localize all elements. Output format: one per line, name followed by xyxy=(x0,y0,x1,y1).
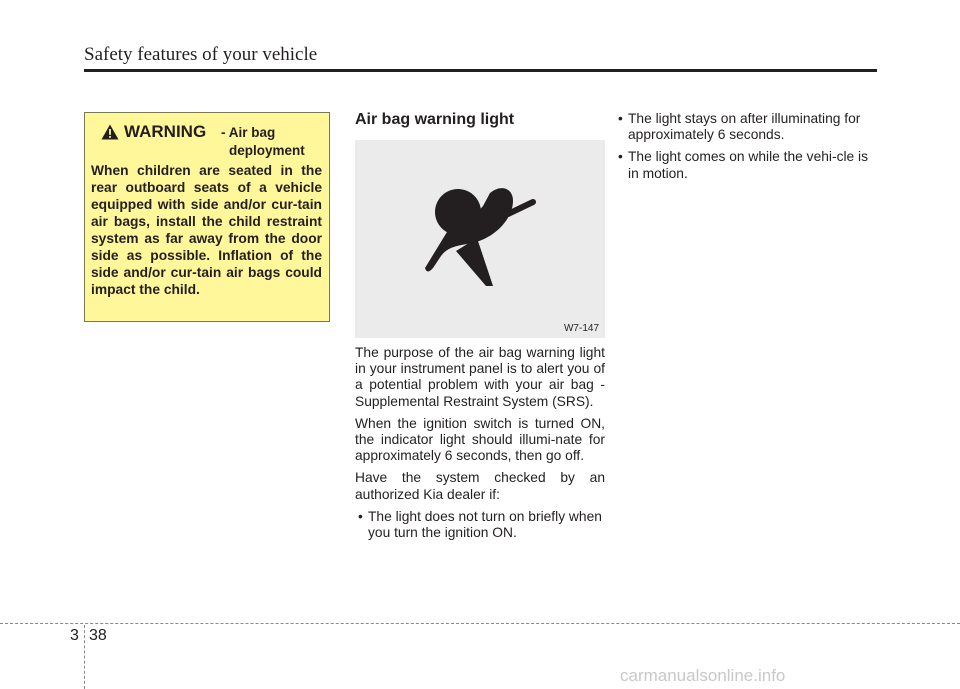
airbag-warning-icon xyxy=(355,140,605,338)
page-header-title: Safety features of your vehicle xyxy=(84,44,318,65)
warning-subtitle-line1: - Air bag xyxy=(221,125,276,140)
header-rule xyxy=(84,69,877,72)
chapter-number: 3 xyxy=(70,627,79,644)
bullet-list-col2 xyxy=(355,509,605,541)
section-bullets-column xyxy=(615,111,880,188)
paragraph-purpose: The purpose of the air bag warning light in your instrument panel is to alert you of a potential problem with your air bag - Supplemental Restraint System (SRS). xyxy=(355,345,605,409)
footer-vertical-rule xyxy=(84,625,85,689)
paragraph-ignition: When the ignition switch is turned ON, the indicator light should illumi-nate for approximately 6 seconds, then go off. xyxy=(355,415,605,464)
warning-triangle-icon xyxy=(101,124,119,140)
paragraph-check: Have the system checked by an authorized Kia dealer if: xyxy=(355,470,605,502)
warning-header xyxy=(91,122,322,162)
warning-box xyxy=(84,112,330,322)
page-number: 38 xyxy=(89,627,107,644)
figure-caption: W7-147 xyxy=(563,323,599,334)
section-body-column xyxy=(355,345,605,547)
watermark: carmanualsonline.info xyxy=(620,666,786,685)
footer-rule xyxy=(0,623,960,624)
list-item: • The light stays on after illuminating for approximately 6 seconds. xyxy=(615,111,880,143)
bullet-list-col3 xyxy=(615,111,880,182)
airbag-warning-figure xyxy=(355,140,605,338)
list-item: • The light does not turn on briefly when you turn the ignition ON. xyxy=(355,509,605,541)
warning-label: WARNING xyxy=(124,122,207,141)
list-item: • The light comes on while the vehi-cle is in motion. xyxy=(615,149,880,181)
warning-body: When children are seated in the rear outboard seats of a vehicle equipped with side and/or cur-tain air bags, install the child restraint system as far away from the door side as possible. Inflation of the side and/or cur-tain air bags could impact the child. xyxy=(91,163,322,297)
section-title: Air bag warning light xyxy=(355,111,515,128)
warning-subtitle-line2: deployment xyxy=(229,143,305,158)
